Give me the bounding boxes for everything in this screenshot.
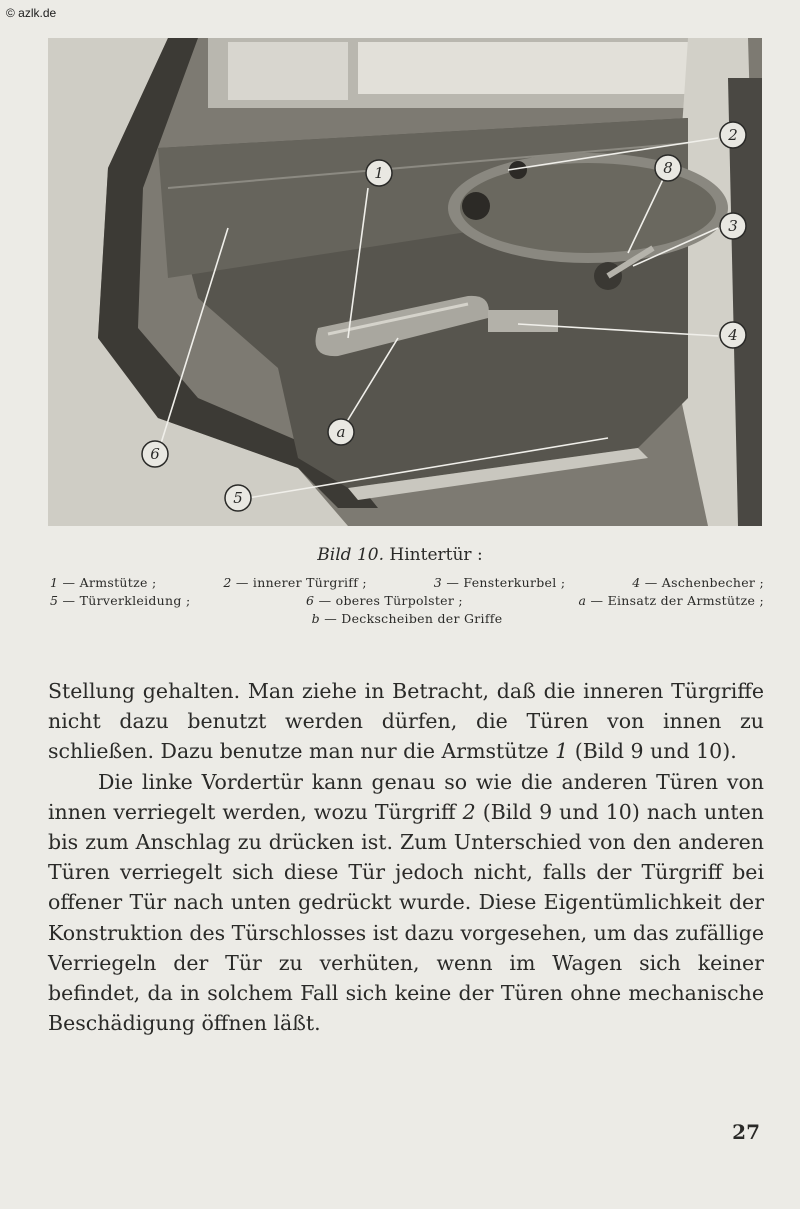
legend-item: a — Einsatz der Armstütze ; [578,593,764,608]
legend-item: 1 — Armstütze ; [50,575,157,590]
callout-3 [720,213,746,239]
callout-2 [720,122,746,148]
svg-text:1: 1 [374,164,384,182]
figure-legend [50,574,764,628]
legend-item: 2 — innerer Türgriff ; [223,575,367,590]
legend-item: 4 — Aschenbecher ; [632,575,764,590]
callout-6 [142,441,168,467]
legend-row-3 [50,610,764,628]
figure-caption [0,545,800,565]
callout-1 [366,160,392,186]
body-text [48,676,764,1038]
figure-label: Bild 10. [317,545,384,565]
callout-5 [225,485,251,511]
figure-title: Hintertür : [389,545,483,565]
watermark: © azlk.de [6,6,57,20]
legend-item: 3 — Fensterkurbel ; [433,575,566,590]
legend-item: b — Deckscheiben der Griffe [311,611,503,626]
svg-text:3: 3 [728,217,738,235]
door-photo [48,38,762,526]
page-number: 27 [732,1120,760,1144]
paragraph-1: Stellung gehalten. Man ziehe in Betracht, daß die inneren Türgriffe nicht dazu benutzt werden dürfen, die Türen von innen zu schließen. Dazu benutze man nur die Armstütze 1 (Bild 9 und 10). [48,679,764,764]
legend-item: 6 — oberes Türpolster ; [306,593,463,608]
svg-text:2: 2 [728,126,738,144]
legend-item: 5 — Türverkleidung ; [50,593,191,608]
paragraph-2: Die linke Vordertür kann genau so wie die anderen Türen von innen verriegelt werden, wozu Türgriff 2 (Bild 9 und 10) nach unten bis zum Anschlag zu drücken ist. Zum Unterschied von den anderen Türen verriegelt sich diese Tür jedoch nicht, falls der Türgriff bei offener Tür nach unten gedrückt wurde. Diese Eigentümlichkeit der Konstruktion des Türschlosses ist dazu vorgesehen, um das zufällige Verriegeln der Tür zu verhüten, wenn im Wagen sich keiner befindet, da in solchem Fall sich keine der Türen ohne mechanische Beschädigung öffnen läßt. [48,769,764,1036]
callout-4 [720,322,746,348]
svg-text:4: 4 [728,326,738,344]
legend-row-1 [50,574,764,592]
svg-text:5: 5 [233,489,243,507]
svg-text:8: 8 [663,159,673,177]
svg-text:6: 6 [150,445,160,463]
callout-8 [655,155,681,181]
svg-text:a: a [336,423,346,441]
callout-a [328,419,354,445]
legend-row-2 [50,592,764,610]
